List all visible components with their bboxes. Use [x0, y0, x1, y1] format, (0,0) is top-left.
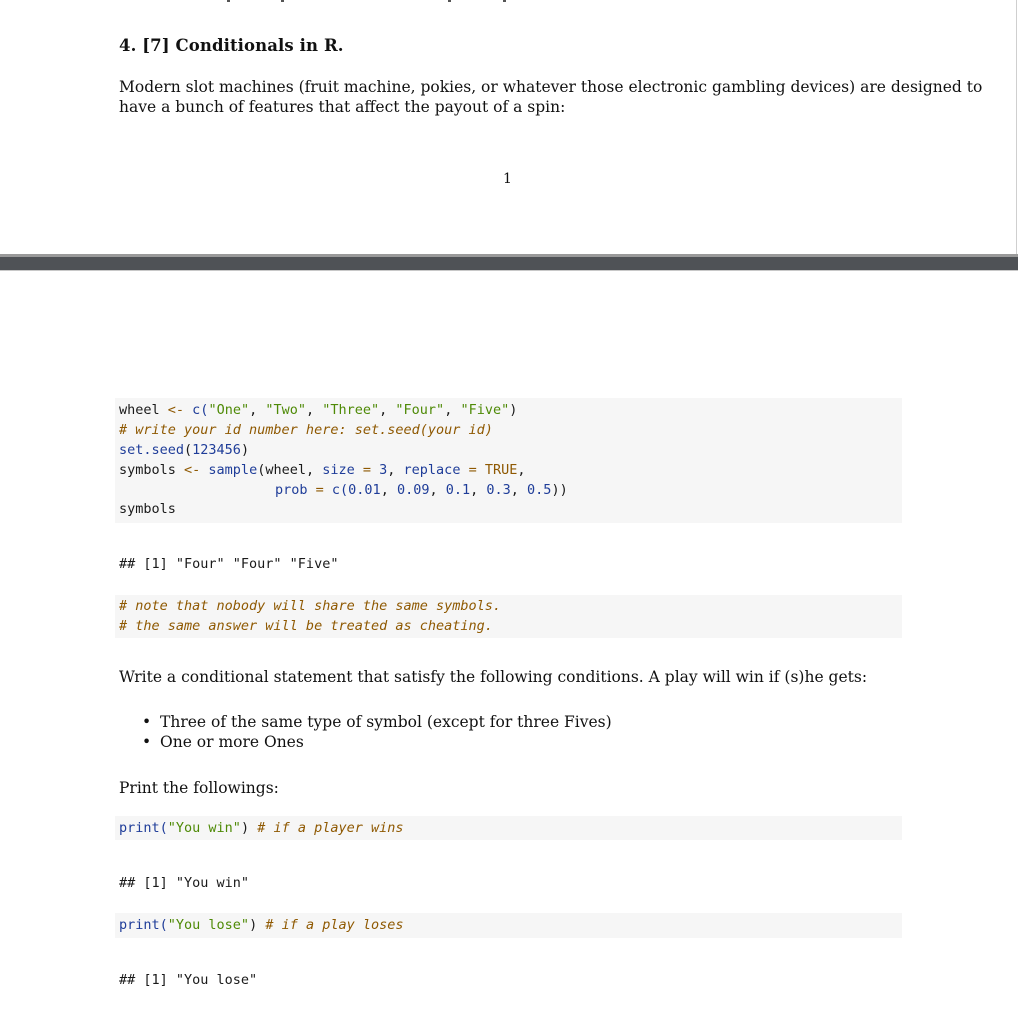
intro-line-2: have a bunch of features that affect the payout of a spin:: [119, 98, 566, 116]
code-line-prob: prob = c(0.01, 0.09, 0.1, 0.3, 0.5)): [275, 482, 568, 498]
page-separator-edge: [0, 270, 1018, 271]
question-heading: 4. [7] Conditionals in R.: [119, 36, 344, 55]
page-separator-bar: [0, 257, 1018, 270]
code-block-print-win: [115, 816, 902, 840]
code-line-note-1: # note that nobody will share the same symbols.: [119, 598, 502, 614]
page-top-mark: [227, 0, 230, 2]
bullet-icon: •: [142, 713, 152, 731]
code-block-print-lose: [115, 913, 902, 938]
code-line-symbols: symbols: [119, 501, 176, 517]
code-line-note-2: # the same answer will be treated as cheating.: [119, 618, 493, 634]
output-lose: ## [1] "You lose": [119, 972, 258, 988]
bullet-icon: •: [142, 733, 152, 751]
code-line-comment-id: # write your id number here: set.seed(your id): [119, 422, 493, 438]
print-intro: Print the followings:: [119, 779, 279, 797]
code-line-sample: symbols <- sample(wheel, size = 3, replace = TRUE,: [119, 462, 526, 478]
intro-line-1: Modern slot machines (fruit machine, pokies, or whatever those electronic gambling devices) are designed to: [119, 78, 983, 96]
output-symbols: ## [1] "Four" "Four" "Five": [119, 556, 339, 572]
code-block-cheating-note: [115, 595, 902, 638]
code-line-set-seed: set.seed(123456): [119, 442, 250, 458]
output-win: ## [1] "You win": [119, 875, 250, 891]
code-block-wheel-setup: [115, 398, 902, 523]
page-top-mark: [448, 0, 451, 2]
code-line-print-lose: print("You lose") # if a play loses: [119, 917, 404, 933]
condition-text: Three of the same type of symbol (except for three Fives): [160, 713, 612, 731]
condition-text: One or more Ones: [160, 733, 304, 751]
conditions-list: [142, 712, 612, 752]
code-line-print-win: print("You win") # if a player wins: [119, 820, 404, 836]
page-top-mark: [281, 0, 284, 2]
page-top-mark: [503, 0, 506, 2]
page-number: 1: [503, 171, 512, 187]
task-description: Write a conditional statement that satisfy the following conditions. A play will win if (s)he gets:: [119, 668, 868, 686]
list-item: [142, 732, 612, 752]
code-line-wheel: wheel <- c("One", "Two", "Three", "Four", "Five"): [119, 402, 518, 418]
list-item: [142, 712, 612, 732]
